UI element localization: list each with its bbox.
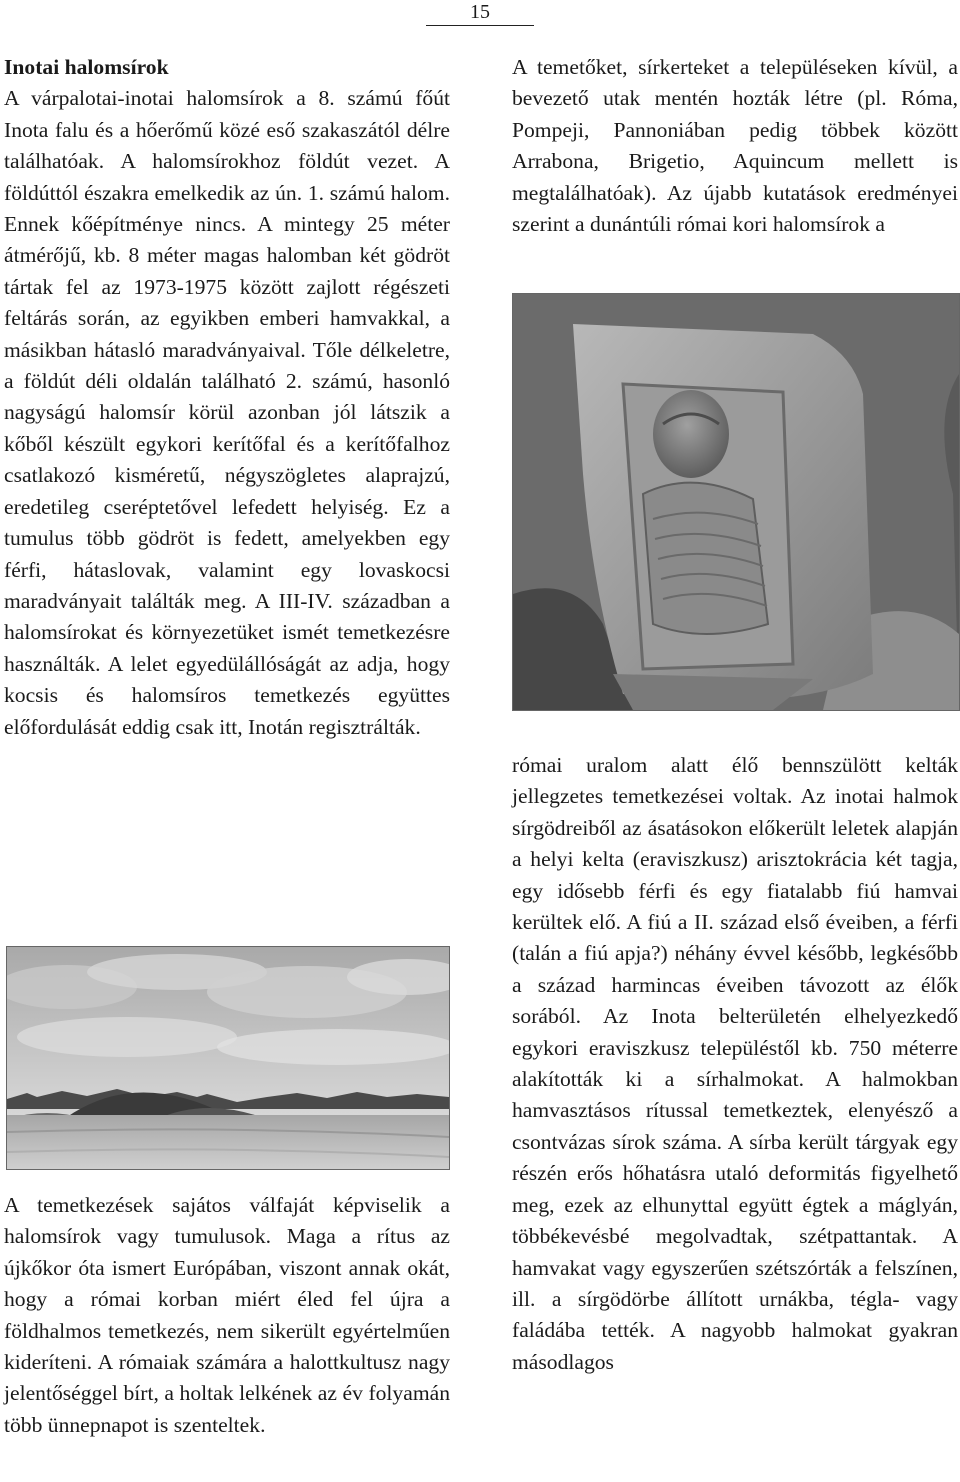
section-heading: Inotai halomsírok (4, 55, 169, 79)
right-paragraph-1: A temetőket, sírkerteket a településeken kívül, a bevezető utak mentén hozták létre (pl. Róma, Pompeji, Pannoniában pedig többek között Arrabona, Brigetio, Aquincum mellett is megtalálhatóak). Az újabb kutatások eredményei szerint a dunántúli római kori halomsírok a (512, 55, 958, 237)
page-number-rule (426, 25, 534, 26)
page-number: 15 (470, 1, 490, 23)
right-column-top (512, 52, 958, 240)
left-paragraph-2: A temetkezések sajátos válfaját képviselik a halomsírok vagy tumulusok. Maga a rítus az újkőkor óta ismert Európában, viszont annak okát, hogy a római korban miért éled fel újra a földhalmos temetkezés, nem sikerült egyértelműen kideríteni. A rómaiak számára a halottkultusz nagy jelentőséggel bírt, a holtak lelkének az év folyamán több ünnepnapot is szenteltek. (4, 1193, 450, 1437)
right-column-bottom (512, 750, 958, 1378)
relief-photo (512, 293, 960, 711)
landscape-photo (6, 946, 450, 1170)
right-paragraph-2: római uralom alatt élő bennszülött kelták jellegzetes temetkezései voltak. Az inotai halmok sírgödreiből az ásatásokon előkerült leletek alapján a helyi kelta (eraviszkusz) arisztokrácia két tagja, egy idősebb férfi és egy fiatalabb fiú hamvai kerültek elő. A fiú a II. század első éveiben, a férfi (talán a fiú apja?) néhány évvel később, legkésőbb a század harmincas éveiben távozott az élők sorából. Az Inota belterületén elhelyezkedő egykori eraviszkusz településtől kb. 750 méterre alakították ki a sírhalmokat. A halmokban hamvasztásos rítussal temetkeztek, elenyésző a csontvázas sírok száma. A sírba került tárgyak egy részén erős hőhatásra utaló deformitás figyelhető meg, ezek az elhunyttal együtt égtek a máglyán, többékevésbé megolvadtak, szétpattantak. A hamvakat vagy egyszerűen szétszórták a felszínen, ill. a sírgödörbe állított urnákba, tégla- vagy faládába tették. A nagyobb halmokat gyakran másodlagos (512, 753, 958, 1374)
left-column-top (4, 52, 450, 743)
left-paragraph-1: A várpalotai-inotai halomsírok a 8. számú főút Inota falu és a hőerőmű közé eső szakaszától délre találhatóak. A halomsírokhoz földút vezet. A földúttól északra emelkedik az ún. 1. számú halom. Ennek kőépítménye nincs. A mintegy 25 méter átmérőjű, kb. 8 méter magas halomban két gödröt tártak fel az 1973-1975 között zajlott régészeti feltárás során, az egyikben emberi hamvakkal, a másikban hátasló maradványaival. Tőle délkeletre, a földút déli oldalán található 2. számú, hasonló nagyságú halomsír körül azonban jól látszik a kőből készült egykori kerítőfal és a kerítőfalhoz csatlakozó kisméretű, négyszögletes alaprajzú, eredetileg cseréptetővel lefedett helyiség. Ez a tumulus több gödröt is fedett, amelyekben egy férfi, hátaslovak, valamint egy lovaskocsi maradványait találták meg. A III-IV. században a halomsírokat és környezetüket ismét temetkezésre használták. A lelet egyedülállóságát az adja, hogy kocsis és halomsíros temetkezés együttes előfordulását eddig csak itt, Inotán regisztrálták. (4, 86, 450, 739)
left-column-bottom (4, 1190, 450, 1441)
